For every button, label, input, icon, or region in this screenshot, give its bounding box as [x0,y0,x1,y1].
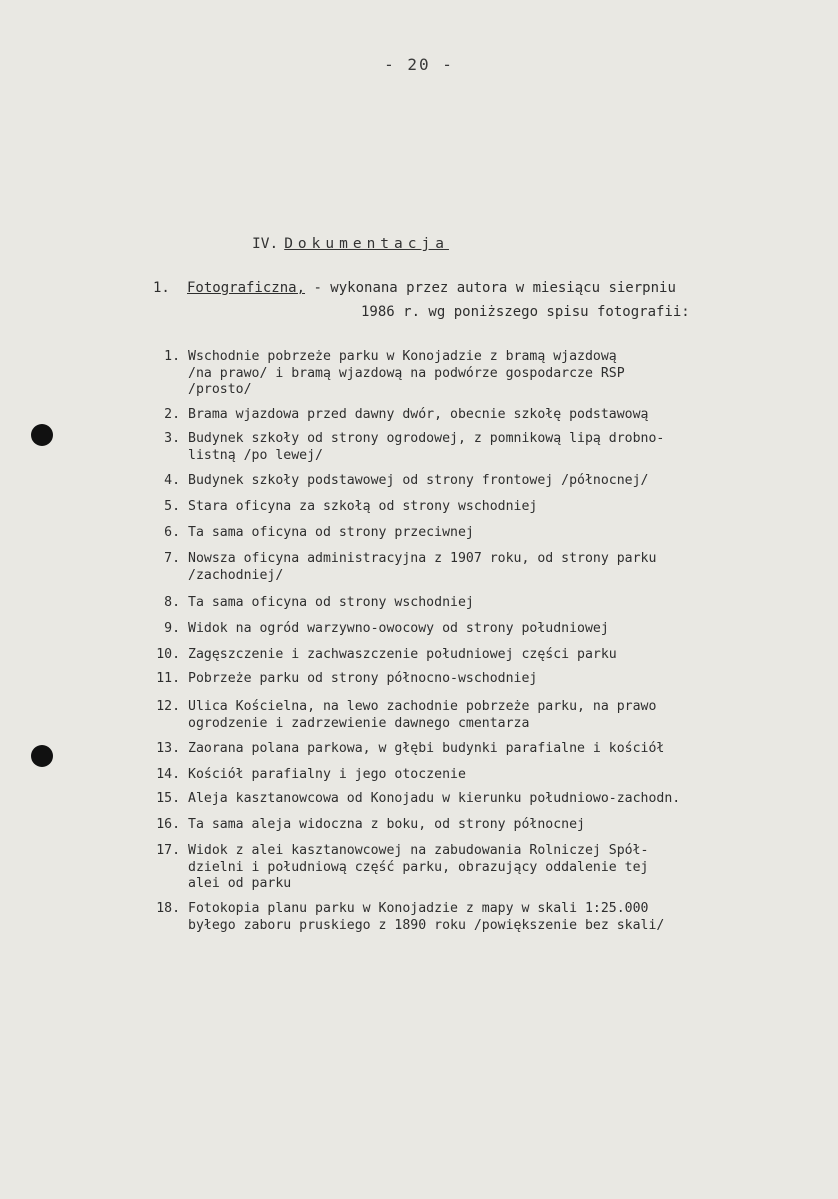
list-item-number: 17. [156,843,188,858]
list-item-number: 4. [164,473,188,488]
list-item-number: 10. [156,647,188,662]
list-item [130,349,625,399]
list-item-line: Zaorana polana parkowa, w głębi budynki parafialne i kościół [188,741,665,756]
list-item [130,431,664,464]
list-item-line: /prosto/ [188,382,252,397]
list-item-line: /zachodniej/ [188,567,284,583]
list-item [130,473,649,490]
list-item-number: 5. [164,499,188,514]
list-item-line: Ulica Kościelna, na lewo zachodnie pobrzeże parku, na prawo [188,699,657,714]
punch-hole [31,424,53,446]
list-item-number: 15. [156,791,188,806]
list-item-line: Widok na ogród warzywno-owocowy od strony południowej [188,621,609,636]
list-item-number: 13. [156,741,188,756]
list-item-number: 14. [156,767,188,782]
list-item-line: Budynek szkoły podstawowej od strony frontowej /północnej/ [188,473,649,488]
list-item-text [188,699,656,732]
page-number: - 20 - [384,55,454,74]
list-item-line: Pobrzeże parku od strony północno-wschodniej [188,671,538,686]
list-item-number: 16. [156,817,188,832]
list-item-line: Ta sama aleja widoczna z boku, od strony północnej [188,817,585,832]
list-item-line: Nowsza oficyna administracyjna z 1907 roku, od strony parku [188,551,657,566]
list-item-line: Fotokopia planu parku w Konojadzie z mapy w skali 1:25.000 [188,901,649,916]
list-item-text [188,473,649,490]
list-item-text [188,767,466,784]
list-item-line: Zagęszczenie i zachwaszczenie południowej części parku [188,647,617,662]
list-item-number: 2. [164,407,188,422]
list-item [130,901,664,934]
list-item-text [188,595,474,612]
list-item-line: ogrodzenie i zadrzewienie dawnego cmentarza [188,715,530,731]
list-item-text [188,349,625,399]
list-item [130,647,617,664]
list-item-line: Ta sama oficyna od strony wschodniej [188,595,474,610]
list-item-text [188,741,664,758]
list-item-text [188,499,537,516]
item-number: 1. [153,280,170,296]
list-item [130,551,656,584]
list-item-line: Ta sama oficyna od strony przeciwnej [188,525,474,540]
item-description: - wykonana przez autora w miesiącu sierpniu [305,280,676,296]
list-item-line: Kościół parafialny i jego otoczenie [188,767,466,782]
list-item-text [188,791,680,808]
section-title: Dokumentacja [284,236,449,252]
list-item-number: 12. [156,699,188,714]
list-item-number: 7. [164,551,188,566]
list-item [130,671,537,688]
list-item-number: 6. [164,525,188,540]
list-item-text [188,621,609,638]
list-item-text [188,647,617,664]
list-item-line: Aleja kasztanowcowa od Konojadu w kierunku południowo-zachodn. [188,791,681,806]
list-item-text [188,551,656,584]
list-item-text [188,431,664,464]
list-item-number: 3. [164,431,188,446]
list-item [130,595,474,612]
list-item [130,817,585,834]
list-item-line: byłego zaboru pruskiego z 1890 roku /powiększenie bez skali/ [188,917,665,933]
list-item-line: Widok z alei kasztanowcowej na zabudowania Rolniczej Spół- [188,843,649,858]
item-term: Fotograficzna, [187,280,306,296]
punch-hole [31,745,53,767]
list-item-text [188,407,649,424]
list-item-text [188,671,537,688]
list-item-text [188,525,474,542]
list-item-number: 8. [164,595,188,610]
list-item [130,499,537,516]
list-item-line: /na prawo/ i bramą wjazdową na podwórze gospodarcze RSP [188,365,625,381]
list-item-line: Wschodnie pobrzeże parku w Konojadzie z bramą wjazdową [188,349,617,364]
list-item-line: listną /po lewej/ [188,447,323,463]
list-item-number: 1. [164,349,188,364]
list-item-line: Brama wjazdowa przed dawny dwór, obecnie szkołę podstawową [188,407,649,422]
list-item [130,621,609,638]
list-item [130,525,474,542]
list-item [130,843,649,893]
list-item-number: 11. [156,671,188,686]
list-item-number: 18. [156,901,188,916]
list-item [130,741,664,758]
list-item [130,699,656,732]
section-numeral: IV. [252,236,279,252]
list-item [130,767,466,784]
list-item-text [188,901,664,934]
list-item-line: alei od parku [188,876,292,891]
section-heading [252,236,449,252]
list-item-line: dzielni i południową część parku, obrazujący oddalenie tej [188,859,649,875]
list-item-line: Stara oficyna za szkołą od strony wschodniej [188,499,538,514]
list-item-text [188,843,649,893]
list-item [130,407,649,424]
list-item [130,791,680,808]
list-item-number: 9. [164,621,188,636]
item-description-continued: 1986 r. wg poniższego spisu fotografii: [361,304,690,320]
list-item-line: Budynek szkoły od strony ogrodowej, z pomnikową lipą drobno- [188,431,665,446]
list-item-text [188,817,585,834]
